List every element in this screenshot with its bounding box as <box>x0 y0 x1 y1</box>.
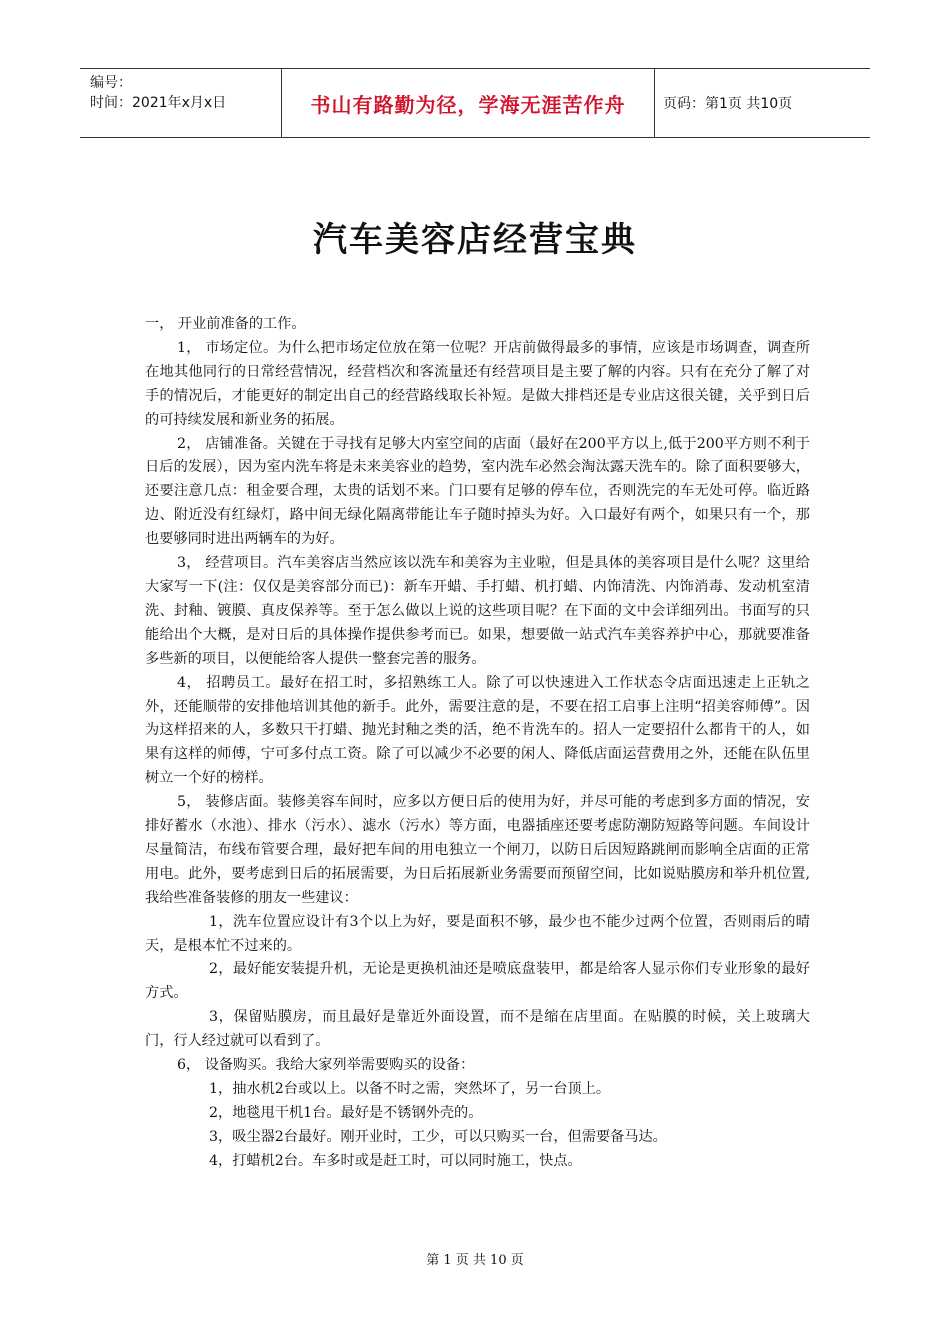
header-meta <box>80 69 282 137</box>
section-heading: 一， 开业前准备的工作。 <box>145 316 306 332</box>
equipment-item: 4，打蜡机2台。车多时或是赶工时，可以同时施工，快点。 <box>209 1152 582 1169</box>
equipment-item: 1，抽水机2台或以上。以备不时之需，突然坏了，另一台顶上。 <box>209 1081 611 1097</box>
page-header <box>80 68 870 138</box>
document-title: 汽车美容店经营宝典 <box>313 220 637 260</box>
doc-time-label: 时间：2021年x月x日 <box>90 95 227 111</box>
header-motto: 书山有路勤为径，学海无涯苦作舟 <box>282 69 655 137</box>
doc-number-label: 编号： <box>90 75 132 91</box>
paragraph-recruitment: 4， 招聘员工。最好在招工时，多招熟练工人。除了可以快速进入工作状态令店面迅速走上正轨之外，还能顺带的安排他培训其他的新手。此外，需要注意的是，不要在招工启事上注明“招美容师傅”。因为这样招来的人，多数只干打蜡、抛光封釉之类的活，绝不肯洗车的。招人一定要招什么都肯干的人，如果有这样的师傅，宁可多付点工资。除了可以减少不必要的闲人、降低店面运营费用之外，还能在队伍里树立一个好的榜样。 <box>145 674 810 787</box>
equipment-item: 3，吸尘器2台最好。刚开业时，工少，可以只购买一台，但需要备马达。 <box>209 1128 667 1145</box>
suggestion-item: 2，最好能安装提升机，无论是更换机油还是喷底盘装甲，都是给客人显示你们专业形象的最好方式。 <box>145 961 810 1002</box>
suggestion-item: 1，洗车位置应设计有3个以上为好，要是面积不够，最少也不能少过两个位置，否则雨后的晴天，是根本忙不过来的。 <box>145 913 810 954</box>
suggestion-item: 3，保留贴膜房，而且最好是靠近外面设置，而不是缩在店里面。在贴膜的时候，关上玻璃大门，行人经过就可以看到了。 <box>145 1009 810 1050</box>
paragraph-market-positioning: 1， 市场定位。为什么把市场定位放在第一位呢？开店前做得最多的事情，应该是市场调查，调查所在地其他同行的日常经营情况，经营档次和客流量还有经营项目是主要了解的内容。只有在充分了解了对手的情况后，才能更好的制定出自己的经营路线取长补短。是做大排档还是专业店这很关键，关乎到日后的可持续发展和新业务的拓展。 <box>145 339 810 428</box>
header-page-info: 页码：第1页 共10页 <box>663 96 793 112</box>
paragraph-equipment: 6， 设备购买。我给大家列举需要购买的设备： <box>177 1057 475 1074</box>
equipment-item: 2，地毯甩干机1台。最好是不锈钢外壳的。 <box>209 1104 483 1121</box>
paragraph-decoration: 5， 装修店面。装修美容车间时，应多以方便日后的使用为好，并尽可能的考虑到多方面的情况，安排好蓄水（水池）、排水（污水）、滤水（污水）等方面，电器插座还要考虑防潮防短路等问题。车间设计尽量简洁，布线布管要合理，最好把车间的用电独立一个闸刀，以防日后因短路跳闸而影响全店面的正常用电。此外，要考虑到日后的拓展需要，为日后拓展新业务需要而预留空间，比如说贴膜房和举升机位置,我给些准备装修的朋友一些建议： <box>145 794 810 906</box>
document-body <box>145 313 810 1174</box>
page-footer: 第 1 页 共 10 页 <box>426 1253 524 1268</box>
paragraph-shop-preparation: 2， 店铺准备。关键在于寻找有足够大内室空间的店面（最好在200平方以上,低于200平方则不利于日后的发展），因为室内洗车将是未来美容业的趋势，室内洗车必然会淘汰露天洗车的。除了面积要够大，还要注意几点：租金要合理，太贵的话划不来。门口要有足够的停车位，否则洗完的车无处可停。临近路边、附近没有红绿灯，路中间无绿化隔离带能让车子随时掉头为好。入口最好有两个，如果只有一个，那也要够同时进出两辆车的为好。 <box>145 435 810 548</box>
paragraph-business-items: 3， 经营项目。汽车美容店当然应该以洗车和美容为主业啦，但是具体的美容项目是什么呢？这里给大家写一下(注：仅仅是美容部分而已)：新车开蜡、手打蜡、机打蜡、内饰清洗、内饰消毒、发动机室清洗、封釉、镀膜、真皮保养等。至于怎么做以上说的这些项目呢？在下面的文中会详细列出。书面写的只能给出个大概，是对日后的具体操作提供参考而已。如果，想要做一站式汽车美容养护中心，那就要准备多些新的项目，以便能给客人提供一整套完善的服务。 <box>145 555 810 667</box>
